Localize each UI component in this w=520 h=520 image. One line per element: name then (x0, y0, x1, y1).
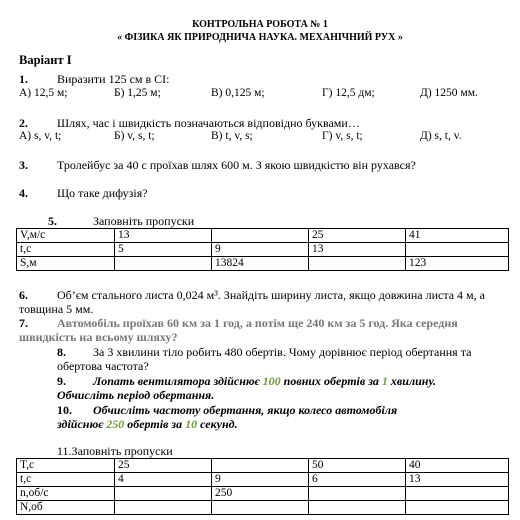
table-cell: 13 (309, 243, 406, 257)
table-cell: T,c (17, 459, 115, 473)
q10-text-a: здійснює (57, 417, 107, 431)
q10-number-seconds: 10 (185, 417, 198, 431)
table-row (17, 229, 509, 243)
table-cell: V,м/с (17, 229, 115, 243)
q6-text-line2: товщина 5 мм. (19, 302, 94, 316)
table-cell (212, 229, 309, 243)
table-row (17, 487, 509, 501)
q9-text-line2: Обчисліть період обертання. (57, 388, 215, 402)
table-cell (309, 501, 406, 515)
table-cell: 50 (309, 459, 406, 473)
table-cell (115, 501, 212, 515)
q9-text-b: повних обертів за (280, 374, 382, 388)
table-cell: n,об/с (17, 487, 115, 501)
q3-text: Тролейбус за 40 с проїхав шлях 600 м. З якою швидкістю він рухався? (57, 158, 416, 172)
q5-number: 5. (48, 214, 57, 228)
q5-table (16, 228, 509, 271)
table-cell: N,об (17, 501, 115, 515)
q10-text-line2 (57, 417, 238, 432)
table-row (17, 473, 509, 487)
table-cell: 6 (309, 473, 406, 487)
table-row (17, 243, 509, 257)
q11-title: 11.Заповніть пропуски (57, 444, 173, 458)
table-cell: 25 (115, 459, 212, 473)
q10-number-revolutions: 250 (106, 417, 125, 431)
table-cell: S,м (17, 257, 115, 271)
q11-table (16, 458, 509, 515)
q9-text-a: Лопать вентилятора здійснює (93, 374, 263, 388)
q9-text-c: хвилину. (387, 374, 437, 388)
q2-option-a: А) s, v, t; (19, 130, 62, 142)
table-cell (115, 487, 212, 501)
table-row (17, 257, 509, 271)
table-cell: 4 (115, 473, 212, 487)
table-cell: 41 (406, 229, 509, 243)
q10-text-b: обертів за (124, 417, 186, 431)
q1-option-a: А) 12,5 м; (19, 87, 68, 99)
table-cell: 9 (212, 473, 309, 487)
q6-number: 6. (19, 288, 28, 302)
q2-option-c: В) t, v, s; (211, 130, 253, 142)
q9-number-minutes: 1 (381, 374, 388, 388)
q1-option-c: В) 0,125 м; (211, 87, 265, 99)
table-row (17, 501, 509, 515)
q9-number-revolutions: 100 (262, 374, 281, 388)
table-cell (309, 257, 406, 271)
header-subtitle: « ФІЗИКА ЯК ПРИРОДНИЧА НАУКА. МЕХАНІЧНИЙ РУХ » (117, 32, 403, 43)
table-cell: 9 (212, 243, 309, 257)
q6-text-line1: Об’єм стального листа 0,024 м³. Знайдіть ширину листа, якщо довжина листа 4 м, а (57, 288, 485, 302)
table-cell: t,c (17, 473, 115, 487)
table-cell (115, 257, 212, 271)
q8-text-line2: обертова частота? (57, 359, 149, 373)
q10-text-line1: Обчисліть частоту обертання, якщо колесо автомобіля (93, 403, 398, 417)
q5-text: Заповніть пропуски (93, 214, 195, 228)
q2-option-b: Б) v, s, t; (114, 130, 155, 142)
q2-text: Шлях, час і швидкість позначаються відповідно буквами… (57, 116, 360, 130)
q8-text-line1: За 3 хвилини тіло робить 480 обертів. Чому дорівнює період обертання та (93, 345, 472, 359)
table-cell (406, 501, 509, 515)
q2-option-e: Д) s, t, v. (420, 130, 462, 142)
table-cell (212, 501, 309, 515)
table-cell: 40 (406, 459, 509, 473)
q1-option-b: Б) 1,25 м; (114, 87, 161, 99)
q1-option-e: Д) 1250 мм. (420, 87, 478, 99)
q2-option-d: Г) v, s, t; (322, 130, 363, 142)
q7-text-line1: Автомобіль проїхав 60 км за 1 год, а потім ще 240 км за 5 год. Яка середня (57, 316, 458, 330)
q1-text: Виразити 125 см в СІ: (57, 72, 170, 86)
table-cell: 123 (406, 257, 509, 271)
q9-text-line1 (93, 374, 436, 389)
table-cell (309, 487, 406, 501)
table-row (17, 459, 509, 473)
q4-number: 4. (19, 186, 28, 200)
table-cell: 25 (309, 229, 406, 243)
table-cell (406, 487, 509, 501)
q7-text-line2: швидкість на всьому шляху? (19, 330, 178, 344)
table-cell: 13 (406, 473, 509, 487)
q4-text: Що таке дифузія? (57, 186, 148, 200)
q10-number: 10. (57, 403, 72, 417)
table-cell: 5 (115, 243, 212, 257)
table-cell: 250 (212, 487, 309, 501)
table-cell (406, 243, 509, 257)
q3-number: 3. (19, 158, 28, 172)
table-cell: t,c (17, 243, 115, 257)
q1-option-d: Г) 12,5 дм; (322, 87, 375, 99)
q9-number: 9. (57, 374, 66, 388)
q1-number: 1. (19, 72, 28, 86)
q7-number: 7. (19, 316, 28, 330)
header-title: КОНТРОЛЬНА РОБОТА № 1 (192, 19, 328, 30)
table-cell: 13824 (212, 257, 309, 271)
q2-number: 2. (19, 116, 28, 130)
q8-number: 8. (57, 345, 66, 359)
q10-text-c: секунд. (197, 417, 238, 431)
table-cell: 13 (115, 229, 212, 243)
variant-title: Варіант І (19, 53, 72, 67)
table-cell (212, 459, 309, 473)
